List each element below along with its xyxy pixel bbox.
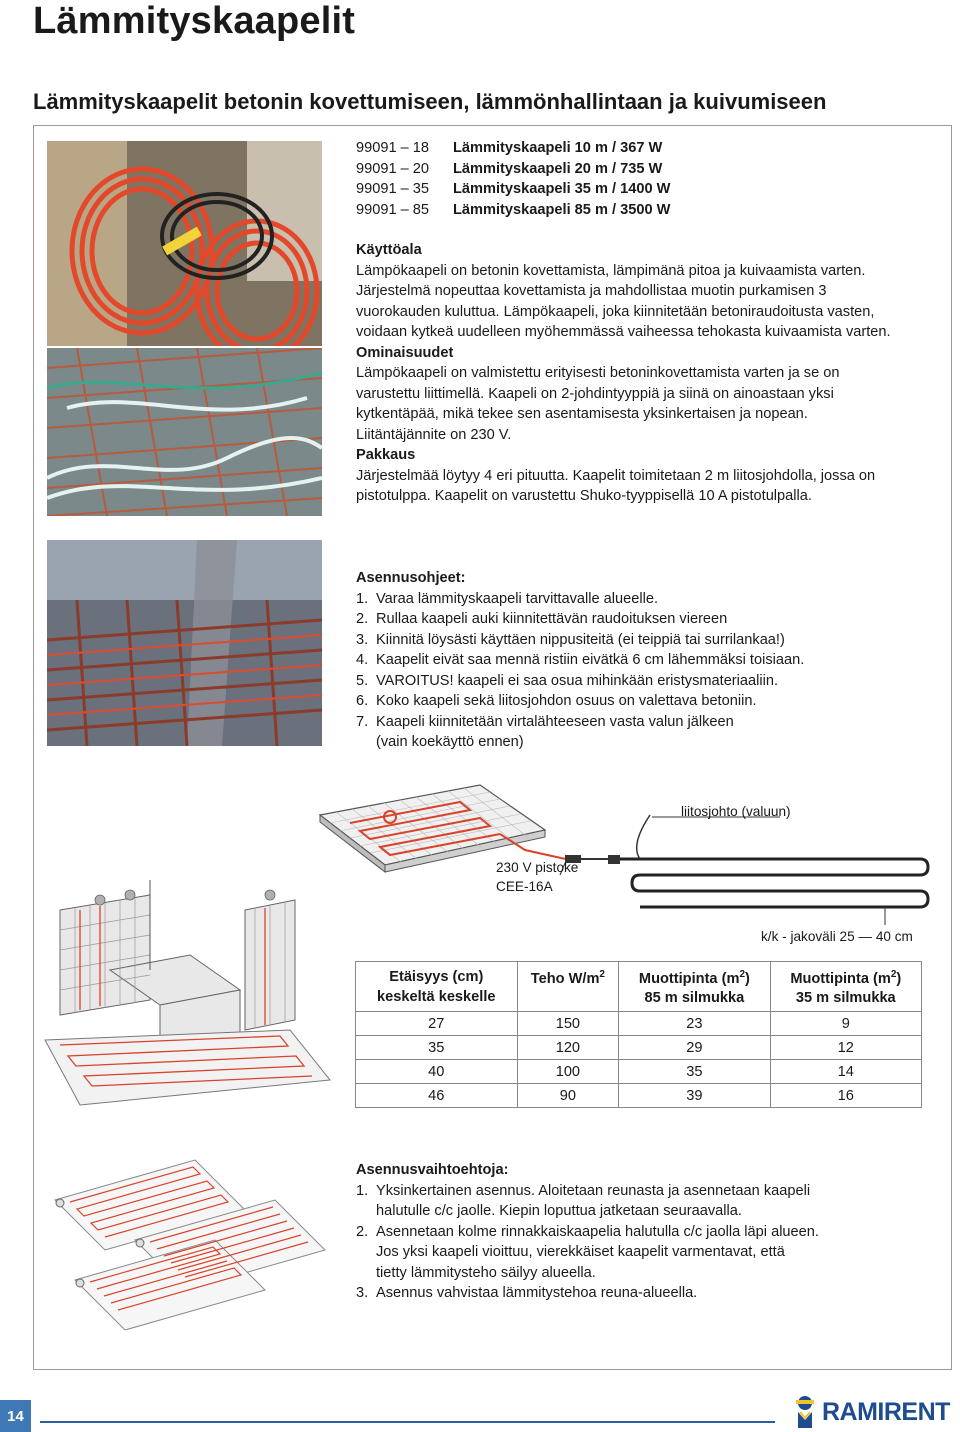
product-code: 99091 – 85 [356,201,430,218]
ramirent-logo [790,1392,960,1432]
list-text: Kaapeli kiinnitetään virtalähteeseen vasta valun jälkeen [376,713,734,730]
list-item [356,1222,916,1243]
column-header-distance: Etäisyys (cm) keskeltä keskelle [356,962,518,1012]
table-row [356,1012,922,1036]
alternatives-heading: Asennusvaihtoehtoja: [356,1162,509,1178]
product-code: 99091 – 18 [356,140,430,156]
table-cell: 35 [356,1036,518,1060]
table-cell: 16 [770,1084,921,1108]
table-cell: 9 [770,1012,921,1036]
list-item [356,609,916,630]
table-cell: 46 [356,1084,518,1108]
plug-cable-illustration [565,815,928,907]
list-number: 3. [356,1285,369,1301]
list-item [356,589,916,610]
product-row [356,159,670,180]
features-heading: Ominaisuudet [356,344,454,361]
label-connection-cable: liitosjohto (valuun) [681,804,791,819]
product-row [356,138,670,159]
table-cell: 27 [356,1012,518,1036]
table-row [356,1060,922,1084]
table-cell: 29 [619,1036,770,1060]
cable-layout-diagram [310,775,930,950]
list-number: 1. [356,1182,369,1199]
features-text: Lämpökaapeli on valmistettu erityisesti betoninkovettamista varten ja se on varustettu liittimellä. Kaapeli on 2-johdintyyppiä ja siinä on ainoastaan yksi kytkentäpää, mikä tekee sen asentamisesta yksinkertaisen ja nopean. Liitäntäjännite on 230 V. [356,365,840,443]
table-cell: 14 [770,1060,921,1084]
list-number: 1. [356,590,369,607]
rebar-cables-photo [47,348,322,516]
usage-text: Lämpökaapeli on betonin kovettamista, lämpimänä pitoa ja kuivaamista varten. Järjestelmä nopeuttaa kovettamista ja mahdollistaa muotin purkamisen 3 vuorokauden kuluttua. Lämpökaapeli, joka kiinnitetään betoniraudoitusta vasten, voidaan kytkeä uudelleen myöhemmässä vaiheessa tehokasta kuivaamista varten. [356,262,891,340]
table-cell: 35 [619,1060,770,1084]
usage-heading: Käyttöala [356,242,422,258]
product-code: 99091 – 20 [356,160,430,177]
list-item [356,691,916,712]
list-number: 3. [356,631,369,648]
list-text: VAROITUS! kaapeli ei saa osua mihinkään eristysmateriaaliin. [376,672,779,689]
list-text: Yksinkertainen asennus. Aloitetaan reunasta ja asennetaan kaapeli [376,1182,811,1199]
product-code: 99091 – 35 [356,181,430,198]
list-text: halutulle c/c jaolle. Kiepin loputtua jatketaan seuraavalla. [376,1203,742,1219]
construction-illustration [40,880,335,1115]
table-cell: 90 [517,1084,619,1108]
list-item-continuation [356,1242,916,1263]
list-text: Jos yksi kaapeli vioittuu, vierekkäiset kaapelit varmentavat, että [376,1244,785,1260]
product-name: Lämmityskaapeli 10 m / 367 W [453,140,663,156]
list-number: 2. [356,1223,369,1240]
list-text: (vain koekäyttö ennen) [376,734,524,750]
list-text: Asennetaan kolme rinnakkaiskaapelia halutulla c/c jaolla läpi alueen. [376,1223,819,1240]
product-list [356,138,670,220]
product-name: Lämmityskaapeli 35 m / 1400 W [453,181,671,198]
label-plug-voltage: 230 V pistoke [496,860,579,875]
list-item [356,630,916,651]
table-row [356,1036,922,1060]
table-cell: 12 [770,1036,921,1060]
list-number: 6. [356,693,369,709]
package-text: Järjestelmää löytyy 4 eri pituutta. Kaapelit toimitetaan 2 m liitosjohdolla, jossa on pistotulppa. Kaapelit on varustettu Shuko-tyyppisellä 10 A pistotulpalla. [356,467,876,504]
brand-name: RAMIRENT [822,1398,950,1426]
description-block [356,240,901,507]
list-item [356,671,916,692]
cable-rolls-photo [47,141,322,346]
install-alternatives [356,1160,916,1304]
list-text: Varaa lämmityskaapeli tarvittavalle alueelle. [376,590,659,607]
product-name: Lämmityskaapeli 85 m / 3500 W [453,201,671,218]
install-heading: Asennusohjeet: [356,570,466,586]
page-subtitle: Lämmityskaapelit betonin kovettumiseen, lämmönhallintaan ja kuivumiseen [33,89,827,114]
concrete-pour-photo [47,540,322,746]
list-number: 5. [356,672,369,689]
column-header-area-85: Muottipinta $(m^2)$ 85 m silmukka [619,962,770,1012]
label-plug-type: CEE-16A [496,879,553,894]
list-text: Kaapelit eivät saa mennä ristiin eivätkä 6 cm lähemmäksi toisiaan. [376,652,805,668]
list-item [356,1283,916,1304]
list-number: 2. [356,611,369,627]
list-item-continuation [356,732,916,753]
list-item-continuation [356,1263,916,1284]
list-number: 4. [356,652,369,668]
power-table [355,961,922,1108]
layout-alternatives-illustration [45,1140,335,1340]
column-header-area-35: Muottipinta $(m^2)$ 35 m silmukka [770,962,921,1012]
list-item-continuation [356,1201,916,1222]
column-header-power: Teho $W/m^2$ [517,962,619,1012]
package-heading: Pakkaus [356,447,416,463]
ramirent-logo-icon [790,1394,820,1430]
list-item [356,712,916,733]
list-text: Koko kaapeli sekä liitosjohdon osuus on valettava betoniin. [376,693,757,709]
table-cell: 23 [619,1012,770,1036]
product-row [356,200,670,221]
install-instructions [356,568,916,753]
page-number: 14 [0,1400,31,1432]
list-item [356,1181,916,1202]
table-cell: 100 [517,1060,619,1084]
list-text: Asennus vahvistaa lämmitystehoa reuna-alueella. [376,1285,698,1301]
footer-rule [40,1421,775,1423]
product-name: Lämmityskaapeli 20 m / 735 W [453,160,663,177]
table-cell: 120 [517,1036,619,1060]
list-number: 7. [356,713,369,730]
table-cell: 150 [517,1012,619,1036]
list-text: tietty lämmitysteho säilyy alueella. [376,1264,596,1281]
list-text: Rullaa kaapeli auki kiinnitettävän raudoituksen viereen [376,611,728,627]
page-title: Lämmityskaapelit [33,0,356,42]
table-header-row [356,962,922,1012]
list-item [356,650,916,671]
table-cell: 40 [356,1060,518,1084]
product-row [356,179,670,200]
table-row [356,1084,922,1108]
list-text: Kiinnitä löysästi käyttäen nippusiteitä (ei teippiä tai surrilankaa!) [376,631,785,648]
label-spacing: k/k - jakoväli 25 — 40 cm [761,929,913,944]
table-cell: 39 [619,1084,770,1108]
